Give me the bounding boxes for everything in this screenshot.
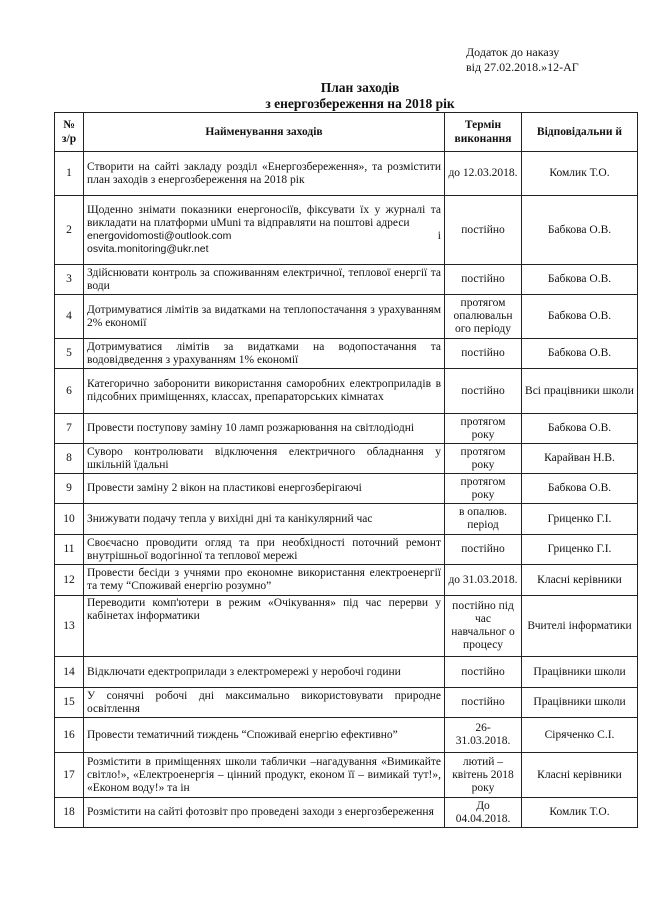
row-responsible: Працівники школи — [522, 688, 638, 718]
row-measure: Категорично заборонити використання саморобних електроприладів в підсобних приміщеннях, классах, препараторських кімнатах — [84, 369, 445, 414]
row-num: 2 — [55, 196, 84, 265]
row-num: 14 — [55, 657, 84, 688]
row-measure: Розмістити в приміщеннях школи таблички –нагадування «Вимикайте світло!», «Електроенергія – цінний продукт, економ її – вимикай тут!», «Економ воду!» та ін — [84, 753, 445, 798]
row-term: протягом опалювальн ого періоду — [445, 295, 522, 339]
row-term: протягом року — [445, 474, 522, 504]
row-num: 5 — [55, 339, 84, 369]
row-responsible: Карайван Н.В. — [522, 444, 638, 474]
table-row — [55, 295, 638, 339]
table-row — [55, 753, 638, 798]
table-row — [55, 152, 638, 196]
row-measure-text: Щоденно знімати показники енергоносіїв, фіксувати їх у журналі та викладати на платформи uMuni та відправляти на поштові адреси — [87, 204, 441, 229]
row-num: 1 — [55, 152, 84, 196]
row-num: 4 — [55, 295, 84, 339]
row-measure: Переводити комп'ютери в режим «Очікування» під час перерви у кабінетах інформатики — [84, 596, 445, 657]
header-name: Найменування заходів — [84, 113, 445, 152]
row-term: постійно — [445, 688, 522, 718]
table-header-row — [55, 113, 638, 152]
header-num: № з/р — [55, 113, 84, 152]
row-term: в опалюв. період — [445, 504, 522, 535]
row-num: 10 — [55, 504, 84, 535]
table-row — [55, 414, 638, 444]
row-responsible: Комлик Т.О. — [522, 152, 638, 196]
row-responsible: Бабкова О.В. — [522, 414, 638, 444]
row-responsible: Бабкова О.В. — [522, 295, 638, 339]
row-measure: Дотримуватися лімітів за видатками на водопостачання та водовідведення з урахуванням 1% економії — [84, 339, 445, 369]
table-row — [55, 369, 638, 414]
row-responsible: Сіряченко С.І. — [522, 718, 638, 753]
table-row — [55, 265, 638, 295]
row-measure: У сонячні робочі дні максимально використовувати природне освітлення — [84, 688, 445, 718]
row-term: постійно — [445, 196, 522, 265]
table-row — [55, 535, 638, 565]
row-num: 11 — [55, 535, 84, 565]
row-term: постійно — [445, 339, 522, 369]
table-row — [55, 474, 638, 504]
row-responsible: Комлик Т.О. — [522, 798, 638, 828]
row-term: постійно — [445, 265, 522, 295]
row-num: 9 — [55, 474, 84, 504]
row-term: постійно — [445, 657, 522, 688]
row-num: 6 — [55, 369, 84, 414]
row-responsible: Бабкова О.В. — [522, 196, 638, 265]
appendix-note — [466, 45, 579, 75]
measures-table — [54, 112, 638, 828]
row-measure: Провести поступову заміну 10 ламп розжарювання на світлодіодні — [84, 414, 445, 444]
appendix-line-1: Додаток до наказу — [466, 45, 560, 59]
row-term: протягом року — [445, 444, 522, 474]
header-resp: Відповідальни й — [522, 113, 638, 152]
row-term: постійно — [445, 369, 522, 414]
row-num: 3 — [55, 265, 84, 295]
row-num: 16 — [55, 718, 84, 753]
row-term: до 12.03.2018. — [445, 152, 522, 196]
row-responsible: Класні керівники — [522, 565, 638, 596]
table-row — [55, 798, 638, 828]
row-num: 18 — [55, 798, 84, 828]
table-row — [55, 196, 638, 265]
header-term: Термін виконання — [445, 113, 522, 152]
row-measure: Провести тематичний тиждень “Споживай енергію ефективно” — [84, 718, 445, 753]
title-line-1: План заходів — [320, 80, 400, 95]
row-responsible: Бабкова О.В. — [522, 339, 638, 369]
row-responsible: Працівники школи — [522, 657, 638, 688]
row-responsible: Гриценко Г.І. — [522, 535, 638, 565]
row-responsible: Гриценко Г.І. — [522, 504, 638, 535]
table-row — [55, 339, 638, 369]
table-row — [55, 565, 638, 596]
table-row — [55, 504, 638, 535]
email-link-2[interactable]: osvita.monitoring@ukr.net — [87, 243, 209, 255]
row-num: 7 — [55, 414, 84, 444]
appendix-line-2: від 27.02.2018.»12-АГ — [466, 60, 579, 74]
row-measure: Розмістити на сайті фотозвіт про проведені заходи з енергозбереження — [84, 798, 445, 828]
table-row — [55, 718, 638, 753]
row-num: 17 — [55, 753, 84, 798]
row-measure: Дотримуватися лімітів за видатками на теплопостачання з урахуванням 2% економії — [84, 295, 445, 339]
row-term: постійно під час навчальног о процесу — [445, 596, 522, 657]
row-measure: Своєчасно проводити огляд та при необхідності поточний ремонт внутрішньої водогінної та теплової мережі — [84, 535, 445, 565]
email-line — [87, 230, 441, 243]
row-measure: Суворо контролювати відключення електричного обладнання у шкільній їдальні — [84, 444, 445, 474]
row-measure: Відключати едектроприлади з електромережі у неробочі години — [84, 657, 445, 688]
row-term: До 04.04.2018. — [445, 798, 522, 828]
row-measure — [84, 196, 445, 265]
row-term: до 31.03.2018. — [445, 565, 522, 596]
row-measure: Здійснювати контроль за споживанням електричної, теплової енергії та води — [84, 265, 445, 295]
row-num: 8 — [55, 444, 84, 474]
row-num: 12 — [55, 565, 84, 596]
email-conjunction: і — [437, 230, 441, 242]
title-line-2: з енергозбереження на 2018 рік — [265, 96, 455, 111]
row-responsible: Бабкова О.В. — [522, 265, 638, 295]
row-term: протягом року — [445, 414, 522, 444]
row-responsible: Всі працівники школи — [522, 369, 638, 414]
row-responsible: Класні керівники — [522, 753, 638, 798]
table-row — [55, 596, 638, 657]
row-term: постійно — [445, 535, 522, 565]
table-row — [55, 688, 638, 718]
row-term: лютий – квітень 2018 року — [445, 753, 522, 798]
row-num: 15 — [55, 688, 84, 718]
row-responsible: Бабкова О.В. — [522, 474, 638, 504]
row-measure: Провести бесіди з учнями про економне використання електроенергії та тему “Споживай енергію розумно” — [84, 565, 445, 596]
document-title — [0, 80, 650, 112]
row-measure: Знижувати подачу тепла у вихідні дні та канікулярний час — [84, 504, 445, 535]
row-num: 13 — [55, 596, 84, 657]
email-link-1[interactable]: energovidomosti@outlook.com — [87, 230, 232, 242]
table-row — [55, 657, 638, 688]
row-measure: Провести заміну 2 вікон на пластикові енергозберігаючі — [84, 474, 445, 504]
table-row — [55, 444, 638, 474]
row-measure: Створити на сайті закладу розділ «Енергозбереження», та розмістити план заходів з енергозбереження на 2018 рік — [84, 152, 445, 196]
row-term: 26- 31.03.2018. — [445, 718, 522, 753]
row-responsible: Вчителі інформатики — [522, 596, 638, 657]
